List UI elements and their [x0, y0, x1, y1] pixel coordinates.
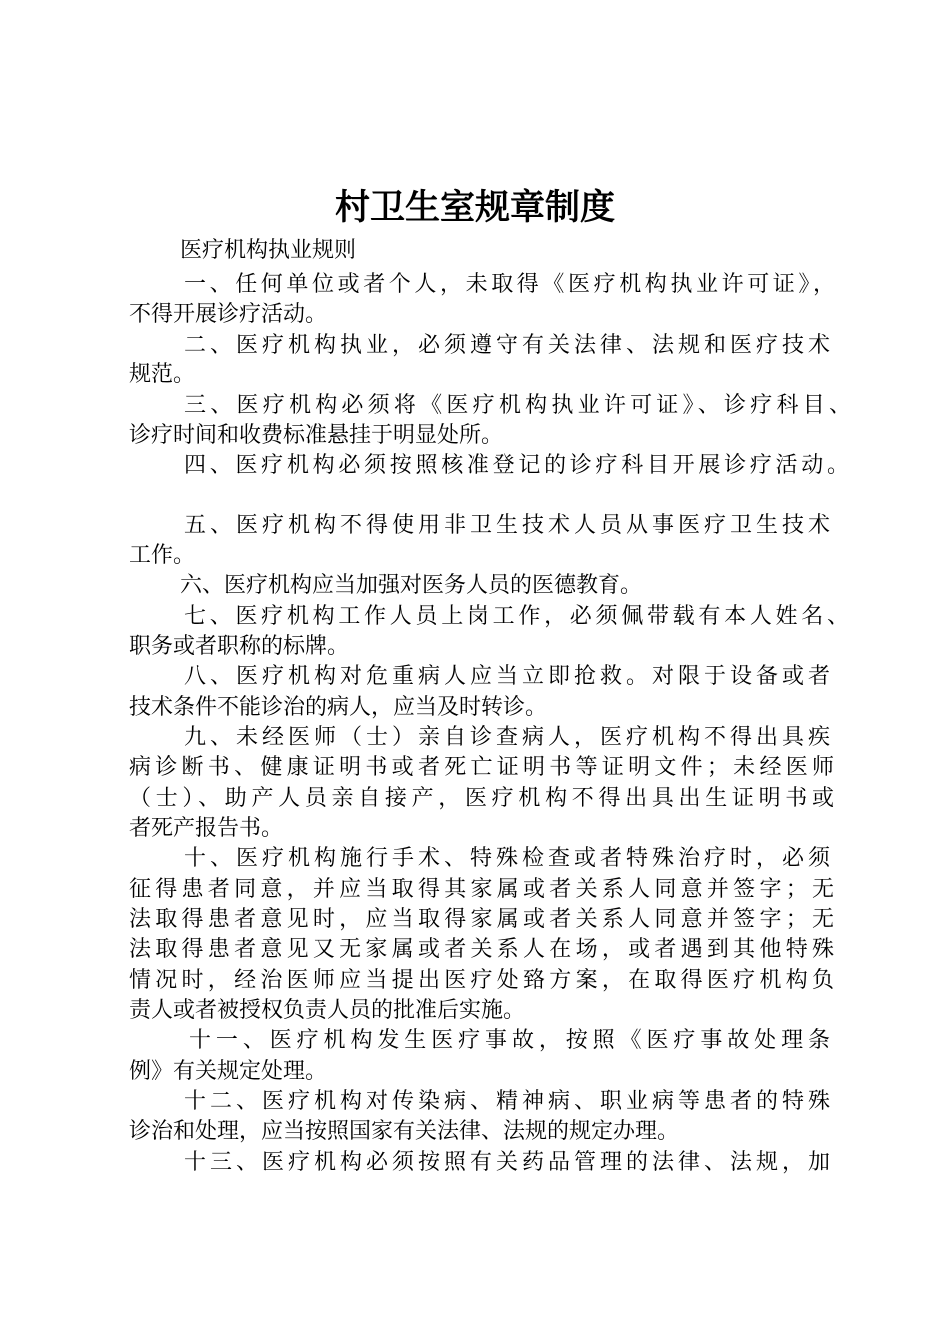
document-title: 村卫生室规章制度: [334, 187, 615, 228]
paragraph-line: 八、医疗机构对危重病人应当立即抢救。对限于设备或者: [184, 664, 830, 689]
paragraph-line: 六、医疗机构应当加强对医务人员的医德教育。: [180, 573, 643, 598]
paragraph-line: 法取得患者意见又无家属或者关系人在场，或者遇到其他特殊: [129, 937, 834, 962]
paragraph-line: 技术条件不能诊治的病人，应当及时转诊。: [129, 695, 548, 720]
paragraph-line: （士）、助产人员亲自接产，医疗机构不得出具出生证明书或: [129, 786, 834, 811]
paragraph-line: 法取得患者意见时，应当取得家属或者关系人同意并签字；无: [129, 907, 834, 932]
paragraph-line: 十一、医疗机构发生医疗事故，按照《医疗事故处理条: [189, 1028, 830, 1053]
paragraph-line: 五、医疗机构不得使用非卫生技术人员从事医疗卫生技术: [184, 513, 830, 538]
paragraph-line: 诊疗时间和收费标准悬挂于明显处所。: [129, 423, 504, 448]
paragraph-line: 例》有关规定处理。: [129, 1059, 328, 1084]
paragraph-line: 责人或者被授权负责人员的批准后实施。: [129, 998, 526, 1023]
paragraph-line: 职务或者职称的标牌。: [129, 634, 350, 659]
paragraph-line: 二、医疗机构执业，必须遵守有关法律、法规和医疗技术: [184, 333, 830, 358]
paragraph-line: 不得开展诊疗活动。: [129, 302, 328, 327]
paragraph-line: 四、医疗机构必须按照核准登记的诊疗科目开展诊疗活动。: [184, 453, 849, 478]
paragraph-line: 情况时，经治医师应当提出医疗处臵方案，在取得医疗机构负: [129, 968, 834, 993]
paragraph-line: 三、医疗机构必须将《医疗机构执业许可证》、诊疗科目、: [184, 393, 851, 418]
paragraph-line: 十三、医疗机构必须按照有关药品管理的法律、法规，加: [184, 1150, 830, 1175]
paragraph-line: 病诊断书、健康证明书或者死亡证明书等证明文件；未经医师: [129, 755, 834, 780]
paragraph-line: 规范。: [129, 362, 196, 387]
paragraph-line: 十二、医疗机构对传染病、精神病、职业病等患者的特殊: [184, 1089, 830, 1114]
paragraph-line: 九、未经医师（士）亲自诊查病人，医疗机构不得出具疾: [184, 725, 830, 750]
paragraph-line: 一、任何单位或者个人，未取得《医疗机构执业许可证》，: [184, 272, 835, 297]
paragraph-line: 工作。: [129, 543, 196, 568]
section-heading: 医疗机构执业规则: [180, 238, 357, 263]
paragraph-line: 十、医疗机构施行手术、特殊检查或者特殊治疗时，必须: [184, 846, 830, 871]
paragraph-line: 者死产报告书。: [129, 816, 284, 841]
paragraph-line: 征得患者同意，并应当取得其家属或者关系人同意并签字；无: [129, 877, 834, 902]
paragraph-line: 七、医疗机构工作人员上岗工作，必须佩带载有本人姓名、: [184, 604, 849, 629]
paragraph-line: 诊治和处理，应当按照国家有关法律、法规的规定办理。: [129, 1119, 680, 1144]
